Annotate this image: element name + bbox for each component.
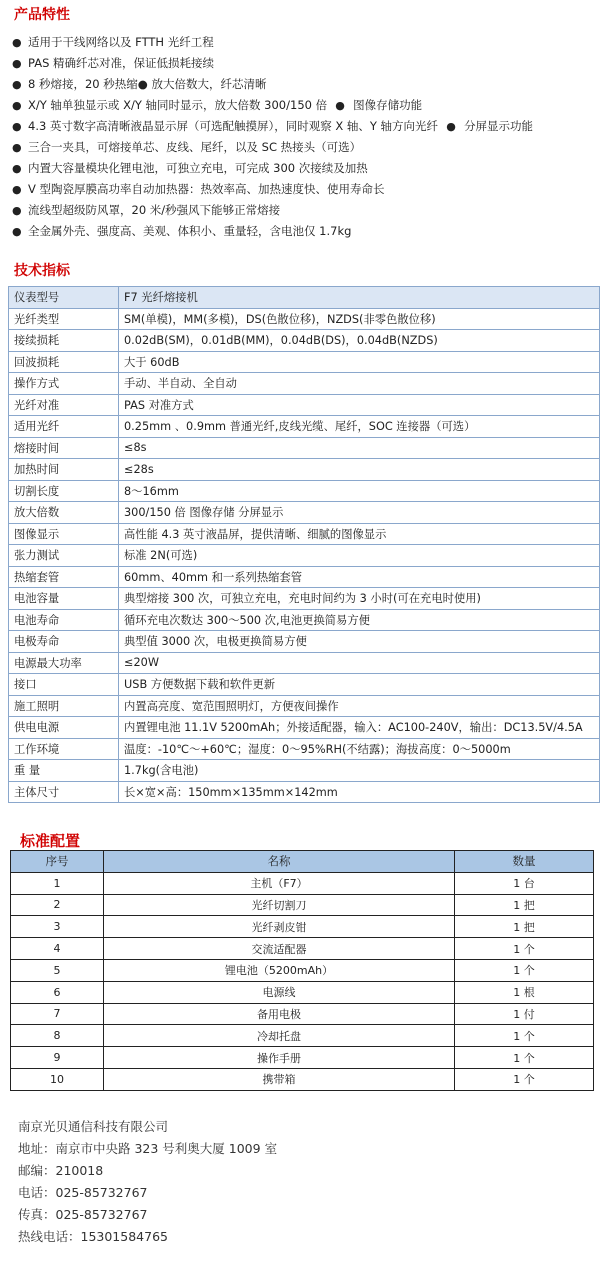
feature-item	[12, 116, 597, 137]
company-info	[18, 1116, 277, 1248]
specs-title: 技术指标	[14, 263, 70, 279]
spec-key: 接续损耗	[9, 330, 119, 352]
config-cell: 1	[11, 872, 104, 894]
config-cell: 冷却托盘	[104, 1025, 455, 1047]
config-cell: 1 把	[455, 916, 594, 938]
spec-key: 热缩套管	[9, 566, 119, 588]
config-row	[11, 1068, 594, 1090]
feature-item	[12, 32, 597, 53]
config-cell: 1 个	[455, 1047, 594, 1069]
config-cell: 1 把	[455, 894, 594, 916]
spec-key: 电池寿命	[9, 609, 119, 631]
bullet-icon: ●	[12, 78, 22, 91]
config-cell: 备用电极	[104, 1003, 455, 1025]
bullet-icon: ●	[12, 162, 22, 175]
spec-key: 电源最大功率	[9, 652, 119, 674]
feature-item	[12, 221, 597, 242]
config-cell: 8	[11, 1025, 104, 1047]
config-header-cell: 序号	[11, 851, 104, 873]
feature-text: X/Y 轴单独显示或 X/Y 轴同时显示，放大倍数 300/150 倍	[28, 98, 328, 112]
config-cell: 光纤切割刀	[104, 894, 455, 916]
config-cell: 1 台	[455, 872, 594, 894]
spec-row	[9, 373, 600, 395]
spec-value: 循环充电次数达 300～500 次,电池更换简易方便	[119, 609, 600, 631]
config-row	[11, 981, 594, 1003]
spec-key: 切割长度	[9, 480, 119, 502]
config-row	[11, 872, 594, 894]
spec-value: SM(单模)，MM(多模)，DS(色散位移)，NZDS(非零色散位移)	[119, 308, 600, 330]
config-cell: 锂电池（5200mAh）	[104, 959, 455, 981]
spec-row	[9, 717, 600, 739]
bullet-icon: ●	[12, 141, 22, 154]
spec-key: 主体尺寸	[9, 781, 119, 803]
feature-item	[12, 53, 597, 74]
config-row	[11, 1003, 594, 1025]
config-cell: 操作手册	[104, 1047, 455, 1069]
spec-row	[9, 652, 600, 674]
spec-key: 接口	[9, 674, 119, 696]
spec-key: 电池容量	[9, 588, 119, 610]
company-hotline: 热线电话：15301584765	[18, 1229, 168, 1244]
feature-extra-text: 图像存储功能	[353, 98, 423, 112]
spec-row	[9, 287, 600, 309]
config-cell: 1 付	[455, 1003, 594, 1025]
spec-value: USB 方便数据下载和软件更新	[119, 674, 600, 696]
spec-value: 300/150 倍 图像存储 分屏显示	[119, 502, 600, 524]
config-row	[11, 938, 594, 960]
config-cell: 光纤剥皮钳	[104, 916, 455, 938]
spec-value: 0.25mm 、0.9mm 普通光纤,皮线光缆、尾纤，SOC 连接器（可选）	[119, 416, 600, 438]
feature-item	[12, 179, 597, 200]
feature-text: 全金属外壳、强度高、美观、体积小、重量轻，含电池仅 1.7kg	[28, 224, 352, 238]
config-row	[11, 894, 594, 916]
spec-value: 高性能 4.3 英寸液晶屏，提供清晰、细腻的图像显示	[119, 523, 600, 545]
config-header-row	[11, 851, 594, 873]
spec-value: PAS 对准方式	[119, 394, 600, 416]
spec-row	[9, 695, 600, 717]
company-phone: 电话：025-85732767	[18, 1185, 148, 1200]
spec-row	[9, 502, 600, 524]
feature-text: 适用于干线网络以及 FTTH 光纤工程	[28, 35, 214, 49]
config-cell: 6	[11, 981, 104, 1003]
spec-value: 1.7kg(含电池)	[119, 760, 600, 782]
spec-row	[9, 351, 600, 373]
spec-row	[9, 308, 600, 330]
config-cell: 1 个	[455, 1068, 594, 1090]
spec-value: ≤28s	[119, 459, 600, 481]
feature-extra-text: 分屏显示功能	[464, 119, 534, 133]
spec-value: F7 光纤熔接机	[119, 287, 600, 309]
spec-value: 8～16mm	[119, 480, 600, 502]
spec-row	[9, 523, 600, 545]
feature-text: V 型陶瓷厚膜高功率自动加热器：热效率高、加热速度快、使用寿命长	[28, 182, 385, 196]
config-cell: 携带箱	[104, 1068, 455, 1090]
feature-text: 流线型超级防风罩，20 米/秒强风下能够正常熔接	[28, 203, 281, 217]
bullet-icon: ●	[12, 204, 22, 217]
company-name: 南京光贝通信科技有限公司	[18, 1119, 169, 1134]
spec-row	[9, 760, 600, 782]
config-cell: 3	[11, 916, 104, 938]
spec-key: 供电电源	[9, 717, 119, 739]
config-table	[10, 850, 594, 1091]
config-cell: 7	[11, 1003, 104, 1025]
spec-value: ≤8s	[119, 437, 600, 459]
config-cell: 主机（F7）	[104, 872, 455, 894]
config-cell: 交流适配器	[104, 938, 455, 960]
spec-key: 图像显示	[9, 523, 119, 545]
spec-key: 施工照明	[9, 695, 119, 717]
spec-row	[9, 480, 600, 502]
spec-key: 重 量	[9, 760, 119, 782]
bullet-icon: ●	[12, 120, 22, 133]
spec-value: ≤20W	[119, 652, 600, 674]
bullet-icon: ●	[446, 120, 456, 133]
config-cell: 5	[11, 959, 104, 981]
spec-row	[9, 394, 600, 416]
spec-row	[9, 545, 600, 567]
spec-key: 回波损耗	[9, 351, 119, 373]
spec-value: 标准 2N(可选)	[119, 545, 600, 567]
spec-key: 光纤类型	[9, 308, 119, 330]
feature-text: 三合一夹具，可熔接单芯、皮线、尾纤，以及 SC 热接头（可选）	[28, 140, 362, 154]
config-row	[11, 916, 594, 938]
spec-row	[9, 459, 600, 481]
spec-row	[9, 437, 600, 459]
config-cell: 1 个	[455, 938, 594, 960]
config-row	[11, 959, 594, 981]
spec-value: 长×宽×高：150mm×135mm×142mm	[119, 781, 600, 803]
spec-key: 光纤对准	[9, 394, 119, 416]
spec-key: 仪表型号	[9, 287, 119, 309]
config-cell: 1 个	[455, 959, 594, 981]
spec-value: 60mm、40mm 和一系列热缩套管	[119, 566, 600, 588]
config-title: 标准配置	[20, 832, 81, 850]
spec-key: 加热时间	[9, 459, 119, 481]
spec-key: 操作方式	[9, 373, 119, 395]
feature-text: PAS 精确纤芯对准，保证低损耗接续	[28, 56, 215, 70]
spec-value: 典型值 3000 次，电极更换简易方便	[119, 631, 600, 653]
feature-item	[12, 137, 597, 158]
spec-key: 工作环境	[9, 738, 119, 760]
spec-value: 典型熔接 300 次，可独立充电，充电时间约为 3 小时(可在充电时使用)	[119, 588, 600, 610]
feature-item	[12, 158, 597, 179]
config-row	[11, 1025, 594, 1047]
bullet-icon: ●	[12, 99, 22, 112]
config-cell: 9	[11, 1047, 104, 1069]
bullet-icon: ●	[335, 99, 345, 112]
bullet-icon: ●	[12, 183, 22, 196]
spec-key: 熔接时间	[9, 437, 119, 459]
company-address: 地址：南京市中央路 323 号利奥大厦 1009 室	[18, 1141, 278, 1156]
features-title: 产品特性	[14, 7, 70, 23]
feature-item	[12, 95, 597, 116]
spec-row	[9, 674, 600, 696]
feature-text: 内置大容量模块化锂电池，可独立充电，可完成 300 次接续及加热	[28, 161, 368, 175]
config-header-cell: 数量	[455, 851, 594, 873]
specs-table	[8, 286, 600, 803]
spec-value: 温度：-10℃～+60℃；湿度：0～95%RH(不结露)；海拔高度：0～5000m	[119, 738, 600, 760]
spec-row	[9, 566, 600, 588]
feature-text: 8 秒熔接，20 秒热缩● 放大倍数大，纤芯清晰	[28, 77, 267, 91]
bullet-icon: ●	[12, 57, 22, 70]
spec-row	[9, 588, 600, 610]
config-cell: 1 个	[455, 1025, 594, 1047]
config-cell: 2	[11, 894, 104, 916]
spec-value: 0.02dB(SM)，0.01dB(MM)，0.04dB(DS)，0.04dB(NZDS)	[119, 330, 600, 352]
spec-value: 内置高亮度、宽范围照明灯，方便夜间操作	[119, 695, 600, 717]
feature-item	[12, 200, 597, 221]
config-cell: 4	[11, 938, 104, 960]
spec-row	[9, 738, 600, 760]
feature-item	[12, 74, 597, 95]
company-fax: 传真：025-85732767	[18, 1207, 148, 1222]
spec-key: 电极寿命	[9, 631, 119, 653]
spec-value: 大于 60dB	[119, 351, 600, 373]
config-cell: 10	[11, 1068, 104, 1090]
config-row	[11, 1047, 594, 1069]
config-cell: 电源线	[104, 981, 455, 1003]
spec-value: 手动、半自动、全自动	[119, 373, 600, 395]
spec-key: 张力测试	[9, 545, 119, 567]
config-header-cell: 名称	[104, 851, 455, 873]
company-postcode: 邮编：210018	[18, 1163, 104, 1178]
spec-row	[9, 609, 600, 631]
spec-row	[9, 416, 600, 438]
bullet-icon: ●	[12, 36, 22, 49]
config-cell: 1 根	[455, 981, 594, 1003]
spec-row	[9, 631, 600, 653]
bullet-icon: ●	[12, 225, 22, 238]
features-list	[12, 32, 597, 242]
feature-text: 4.3 英寸数字高清晰液晶显示屏（可选配触摸屏），同时观察 X 轴、Y 轴方向光纤	[28, 119, 439, 133]
spec-key: 放大倍数	[9, 502, 119, 524]
spec-key: 适用光纤	[9, 416, 119, 438]
spec-value: 内置锂电池 11.1V 5200mAh；外接适配器，输入：AC100-240V，输出：DC13.5V/4.5A	[119, 717, 600, 739]
spec-row	[9, 330, 600, 352]
spec-row	[9, 781, 600, 803]
